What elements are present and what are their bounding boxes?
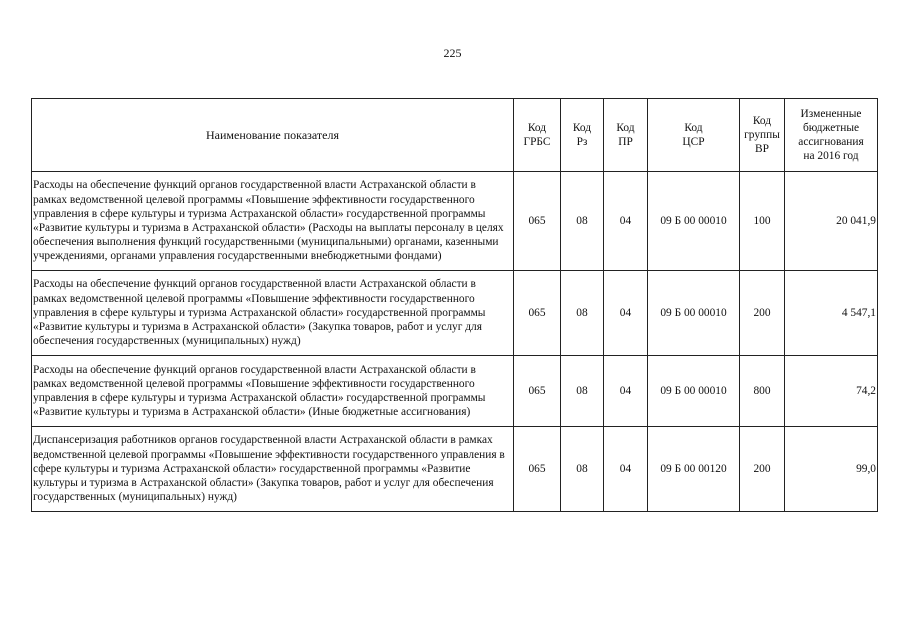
row-pr: 04 [604,172,648,271]
row-name: Расходы на обеспечение функций органов государственной власти Астраханской области в рамках ведомственной целевой программы «Повышение эффективности государственного управления в сфере культуры и туризма Астраханской области» государственной программы «Развитие культуры и туризма в Астраханской области» (Иные бюджетные ассигнования) [32,356,514,427]
header-pr: Код ПР [604,99,648,172]
header-name: Наименование показателя [32,99,514,172]
row-grbs: 065 [514,271,561,356]
row-grbs: 065 [514,356,561,427]
row-csr: 09 Б 00 00120 [648,427,740,512]
row-rz: 08 [561,271,604,356]
row-amount: 4 547,1 [785,271,878,356]
header-grbs: Код ГРБС [514,99,561,172]
row-pr: 04 [604,427,648,512]
header-amount: Измененные бюджетные ассигнования на 2016 год [785,99,878,172]
row-vr: 200 [740,427,785,512]
row-vr: 100 [740,172,785,271]
row-vr: 200 [740,271,785,356]
table-row [32,356,878,427]
row-pr: 04 [604,271,648,356]
row-rz: 08 [561,172,604,271]
header-vr: Код группы ВР [740,99,785,172]
row-name: Расходы на обеспечение функций органов государственной власти Астраханской области в рамках ведомственной целевой программы «Повышение эффективности государственного управления в сфере культуры и туризма Астраханской области» государственной программы «Развитие культуры и туризма в Астраханской области» (Закупка товаров, работ и услуг для обеспечения государственных (муниципальных) нужд) [32,271,514,356]
table-row [32,172,878,271]
row-pr: 04 [604,356,648,427]
row-csr: 09 Б 00 00010 [648,356,740,427]
row-vr: 800 [740,356,785,427]
table-row [32,271,878,356]
header-csr: Код ЦСР [648,99,740,172]
row-csr: 09 Б 00 00010 [648,271,740,356]
row-grbs: 065 [514,172,561,271]
header-rz: Код Рз [561,99,604,172]
header-row [32,99,878,172]
row-amount: 99,0 [785,427,878,512]
row-rz: 08 [561,356,604,427]
table-row [32,427,878,512]
row-name: Расходы на обеспечение функций органов государственной власти Астраханской области в рамках ведомственной целевой программы «Повышение эффективности государственного управления в сфере культуры и туризма Астраханской области» государственной программы «Развитие культуры и туризма в Астраханской области» (Расходы на выплаты персоналу в целях обеспечения выполнения функций государственными (муниципальными) органами, казенными учреждениями, органами управления государственными внебюджетными фондами) [32,172,514,271]
row-rz: 08 [561,427,604,512]
page-number: 225 [443,46,462,60]
budget-table [31,98,878,512]
row-name: Диспансеризация работников органов государственной власти Астраханской области в рамках ведомственной целевой программы «Повышение эффективности государственного управления в сфере культуры и туризма Астраханской области» государственной программы «Развитие культуры и туризма в Астраханской области» (Закупка товаров, работ и услуг для обеспечения государственных (муниципальных) нужд) [32,427,514,512]
row-csr: 09 Б 00 00010 [648,172,740,271]
row-amount: 74,2 [785,356,878,427]
row-grbs: 065 [514,427,561,512]
row-amount: 20 041,9 [785,172,878,271]
